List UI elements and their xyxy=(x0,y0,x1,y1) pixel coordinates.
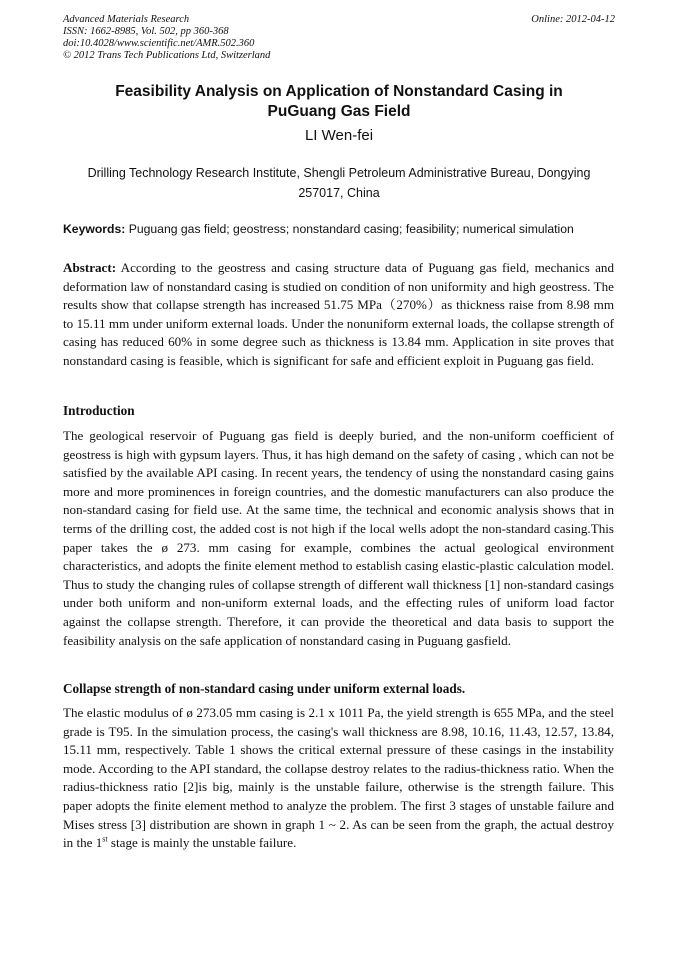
abstract-text: According to the geostress and casing structure data of Puguang gas field, mechanics and deformation law of nonstandard casing is studied on condition of non uniformity and high geostress. The results show that collapse strength has increased 51.75 MPa（270%）as thickness raise from 8.98 mm to 15.11 mm under uniform external loads. Under the nonuniform external loads, the collapse strength of casing has reduced 60% in some degree such as thickness is 13.84 mm. Application in site proves that nonstandard casing is feasible, which is significant for safe and efficient exploit in Puguang gas field. xyxy=(63,260,614,368)
keywords-label: Keywords: xyxy=(63,222,126,236)
collapse-text-end: stage is mainly the unstable failure. xyxy=(107,835,297,851)
copyright-line: © 2012 Trans Tech Publications Ltd, Switzerland xyxy=(63,50,271,61)
superscript: st xyxy=(102,834,108,844)
journal-header xyxy=(63,14,615,62)
doi-line: doi:10.4028/www.scientific.net/AMR.502.360 xyxy=(63,38,255,49)
affiliation: Drilling Technology Research Institute, Shengli Petroleum Administrative Bureau, Dongying 257017, China xyxy=(87,166,591,200)
online-date: Online: 2012-04-12 xyxy=(531,14,615,25)
keywords xyxy=(63,220,615,238)
author-name: LI Wen-fei xyxy=(304,127,374,144)
collapse-text-main: The elastic modulus of ø 273.05 mm casing is 2.1 x 1011 Pa, the yield strength is 655 MPa, and the steel grade is T95. In the simulation process, the casing's wall thickness are 8.98, 10.16, 11.43, 12.57, 13.84, 15.11 mm, respectively. Table 1 shows the critical external pressure of these casings in the instability mode. According to the API standard, the collapse destroy relates to the radius-thickness ratio. When the radius-thickness ratio [2]is big, mainly is the unstable failure, otherwise is the strength failure. This paper adopts the finite element method to analyze the problem. The first 3 stages of unstable failure and Mises stress [3] distribution are shown in graph 1 ~ 2. As can be seen from the graph, the actual destroy in the 1 xyxy=(63,705,614,851)
paper-title: Feasibility Analysis on Application of Nonstandard Casing in PuGuang Gas Field xyxy=(115,83,563,120)
abstract xyxy=(63,259,614,371)
collapse-text xyxy=(63,704,614,853)
journal-name: Advanced Materials Research xyxy=(63,14,190,25)
issn-line: ISSN: 1662-8985, Vol. 502, pp 360-368 xyxy=(63,26,229,37)
collapse-heading: Collapse strength of non-standard casing under uniform external loads. xyxy=(63,681,466,696)
abstract-label: Abstract: xyxy=(63,260,117,275)
keywords-text: Puguang gas field; geostress; nonstandard casing; feasibility; numerical simulation xyxy=(128,222,574,236)
introduction-text: The geological reservoir of Puguang gas field is deeply buried, and the non-uniform coefficient of geostress is high with gypsum layers. Thus, it has high demand on the safety of casing , which can not be satisfied by the available API casing. In recent years, the tendency of using the nonstandard casing gains more and more prominences in foreign countries, and the domestic manufacturers can also produce the non-standard casing for field use. At the same time, the technical and economic analysis shows that in terms of the drilling cost, the added cost is not high if the local wells adopt the non-standard casing.This paper takes the ø 273. mm casing for example, combines the actual geological environment characteristics, and adopts the finite element method to establish casing elastic-plastic calculation model. Thus to study the changing rules of collapse strength of different wall thickness [1] non-standard casings under both uniform and non-uniform external loads, and the effecting rules of uniform load factor against the collapse strength. Therefore, it can provide the theoretical and data basis to support the feasibility analysis on the safe application of nonstandard casing in Puguang gasfield. xyxy=(63,428,614,648)
introduction-heading: Introduction xyxy=(63,403,135,418)
